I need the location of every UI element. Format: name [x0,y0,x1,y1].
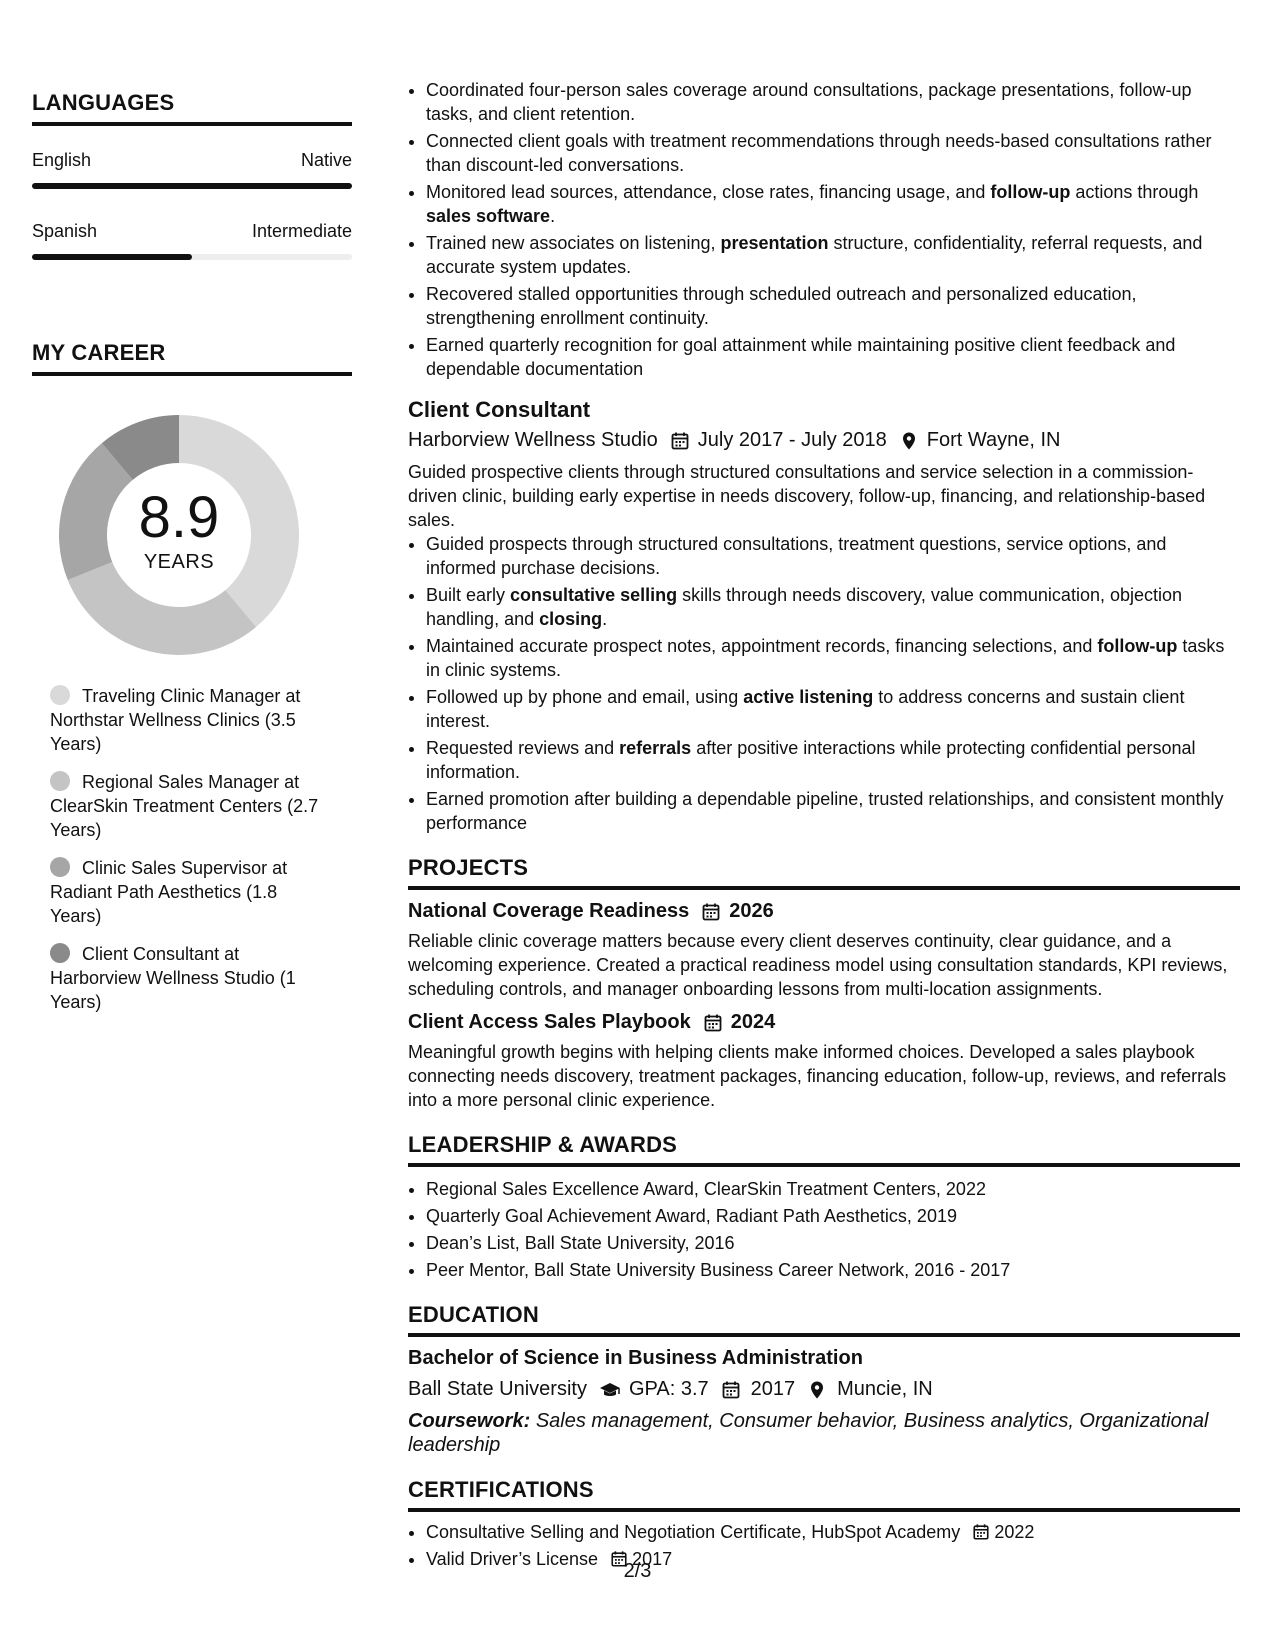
project-description: Reliable clinic coverage matters because every client deserves continuity, clear guidance, and a welcoming experience. Created a practical readiness model using consultation standards, KPI reviews, scheduling controls, and manager onboarding lessons from multi-location assignments. [408,931,1228,999]
certifications-section [408,1477,1240,1571]
job-entry [408,397,1240,835]
job-company: Harborview Wellness Studio [408,429,658,451]
career-section [32,340,352,1014]
bullet-item: • Maintained accurate prospect notes, appointment records, financing selections, and follow-up tasks in clinic systems. [426,634,1240,682]
coursework [408,1409,1240,1457]
legend-label: Client Consultant at Harborview Wellness Studio (1 Years) [50,944,296,1012]
bullet-item: • Earned promotion after building a dependable pipeline, trusted relationships, and consistent monthly performance [426,787,1240,835]
legend-swatch [50,771,70,791]
bullet-item: • Trained new associates on listening, presentation structure, confidentiality, referral requests, and accurate system updates. [426,231,1240,279]
certification-year: 2022 [994,1522,1035,1542]
project-description: Meaningful growth begins with helping clients make informed choices. Developed a sales playbook connecting needs discovery, treatment packages, financing education, follow-up, reviews, and referrals into a more personal clinic experience. [408,1042,1227,1110]
project-list [408,900,1240,1112]
calendar-icon [972,1523,990,1541]
section-title: MY CAREER [32,340,166,365]
language-name: Spanish [32,221,98,241]
left-column [32,90,352,1028]
section-title: CERTIFICATIONS [408,1477,594,1502]
project-name: National Coverage Readiness [408,900,690,922]
legend-label: Regional Sales Manager at ClearSkin Treatment Centers (2.7 Years) [50,772,319,840]
job-location: Fort Wayne, IN [926,429,1061,451]
project-title-row [408,1011,1240,1034]
donut-center [54,410,304,660]
bullet-item: • Built early consultative selling skills through needs discovery, value communication, objection handling, and closing. [426,583,1240,631]
section-divider [32,372,352,376]
job-bullets [408,532,1240,835]
job-dates: July 2017 - July 2018 [697,429,887,451]
school-name: Ball State University [408,1378,587,1400]
bullet-item: • Connected client goals with treatment recommendations through needs-based consultations rather than discount-led conversations. [426,129,1240,177]
section-title: LANGUAGES [32,90,175,115]
right-column [408,78,1240,1574]
language-row [32,221,352,242]
legend-item [50,770,320,842]
coursework-label: Coursework: [408,1410,531,1432]
project-year: 2024 [730,1011,776,1033]
calendar-icon [721,1380,743,1400]
language-name: English [32,150,92,170]
legend-swatch [50,857,70,877]
language-proficiency-fill [32,254,192,260]
previous-job-bullets [408,78,1240,381]
graduation-year: 2017 [750,1378,796,1400]
job-description: Guided prospective clients through structured consultations and service selection in a commission-driven clinic, building early expertise in needs discovery, follow-up, financing, and relationship-based sales. [408,462,1206,530]
total-years-value: 8.9 [138,484,220,550]
language-row [32,150,352,171]
bullet-item: • Guided prospects through structured consultations, treatment questions, service options, and informed purchase decisions. [426,532,1240,580]
award-item: • Regional Sales Excellence Award, ClearSkin Treatment Centers, 2022 [426,1177,1240,1201]
project-title-row [408,900,1240,923]
legend-label: Traveling Clinic Manager at Northstar Wellness Clinics (3.5 Years) [50,686,301,754]
bullet-item: • Coordinated four-person sales coverage around consultations, package presentations, follow-up tasks, and client retention. [426,78,1240,126]
bullet-item: • Monitored lead sources, attendance, close rates, financing usage, and follow-up actions through sales software. [426,180,1240,228]
section-divider [408,886,1240,890]
graduation-cap-icon [599,1380,621,1400]
certification-name: • Consultative Selling and Negotiation Certificate, HubSpot Academy [426,1522,961,1542]
calendar-icon [670,431,690,451]
project-name: Client Access Sales Playbook [408,1011,691,1033]
awards-section [408,1132,1240,1282]
language-level: Native [300,150,352,170]
project-year: 2026 [729,900,774,922]
award-list [408,1177,1240,1282]
language-proficiency-bar [32,254,352,260]
section-divider [32,122,352,126]
language-list [32,150,352,260]
page-number: 2/3 [623,1560,652,1582]
certification-year: 2017 [632,1549,673,1569]
legend-item [50,942,320,1014]
section-title: PROJECTS [408,855,529,880]
section-divider [408,1508,1240,1512]
career-legend [50,684,320,1014]
coursework-text: Sales management, Consumer behavior, Business analytics, Organizational leadership [408,1410,1209,1456]
languages-section [32,90,352,260]
project-entry [408,900,1240,1001]
section-title: LEADERSHIP & AWARDS [408,1132,678,1157]
gpa: GPA: 3.7 [628,1378,709,1400]
calendar-icon [701,902,721,922]
education-meta [408,1378,1240,1401]
section-divider [408,1333,1240,1337]
legend-swatch [50,943,70,963]
legend-item [50,684,320,756]
bullet-item: • Recovered stalled opportunities through scheduled outreach and personalized education, strengthening enrollment continuity. [426,282,1240,330]
certification-item [426,1520,1240,1544]
total-years-unit: YEARS [143,550,215,573]
degree-title: Bachelor of Science in Business Administration [408,1347,863,1369]
career-donut-chart [54,410,304,660]
calendar-icon [703,1013,723,1033]
language-level: Intermediate [251,221,352,241]
legend-swatch [50,685,70,705]
school-location: Muncie, IN [837,1378,933,1400]
bullet-item: • Requested reviews and referrals after positive interactions while protecting confidential personal information. [426,736,1240,784]
award-item: • Peer Mentor, Ball State University Business Career Network, 2016 - 2017 [426,1258,1240,1282]
legend-item [50,856,320,928]
legend-label: Clinic Sales Supervisor at Radiant Path Aesthetics (1.8 Years) [50,858,288,926]
certification-row [426,1520,1034,1544]
language-proficiency-bar [32,183,352,189]
award-item: • Quarterly Goal Achievement Award, Radiant Path Aesthetics, 2019 [426,1204,1240,1228]
section-divider [408,1163,1240,1167]
job-title: Client Consultant [408,397,591,422]
award-item: • Dean’s List, Ball State University, 2016 [426,1231,1240,1255]
section-title: EDUCATION [408,1302,539,1327]
bullet-item: • Earned quarterly recognition for goal attainment while maintaining positive client feedback and dependable documentation [426,333,1240,381]
location-pin-icon [807,1380,829,1400]
location-pin-icon [899,431,919,451]
project-entry [408,1011,1240,1112]
education-section [408,1302,1240,1457]
certification-name: • Valid Driver’s License [426,1549,599,1569]
job-meta [408,429,1240,452]
bullet-item: • Followed up by phone and email, using active listening to address concerns and sustain client interest. [426,685,1240,733]
language-proficiency-fill [32,183,352,189]
projects-section [408,855,1240,1112]
